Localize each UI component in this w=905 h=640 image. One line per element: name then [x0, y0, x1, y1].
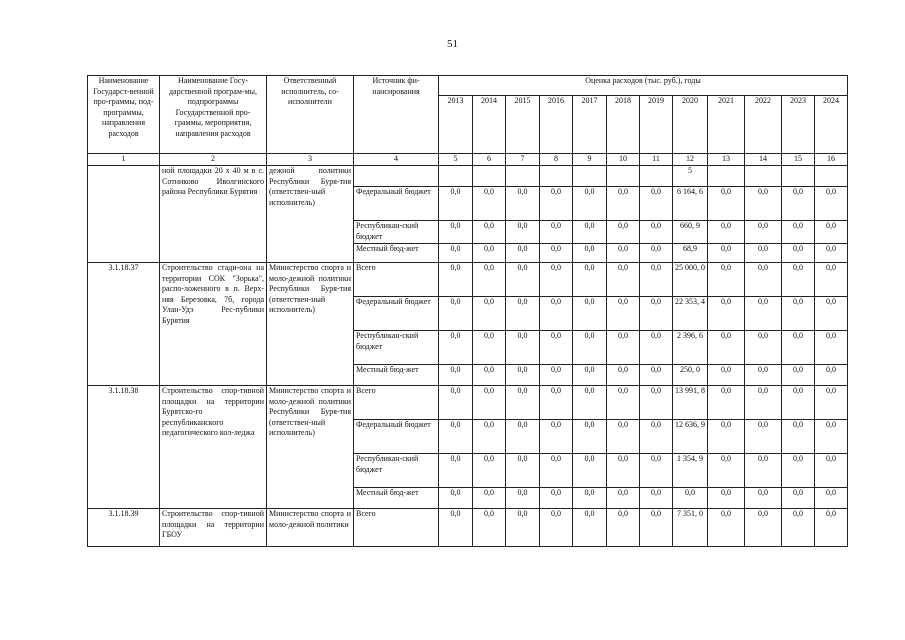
- expense-value-2019: 0,0: [640, 365, 673, 386]
- header-activity: Наименование Госу-дарственной програм-мы, подпрограммы Государственной про-граммы, мероприятия, направления расходов: [160, 76, 267, 154]
- expense-value-2021: 0,0: [708, 365, 745, 386]
- expenditure-table: [87, 75, 848, 547]
- expense-value-2016: 0,0: [540, 386, 573, 420]
- header-program: Наименование Государст-венной про-граммы, под-программы, направления расходов: [88, 76, 160, 154]
- expense-value-2020: 660, 9: [673, 221, 708, 244]
- expense-value-2023: 0,0: [782, 365, 815, 386]
- expense-value-2023: 0,0: [782, 386, 815, 420]
- expense-value-2022: 0,0: [745, 263, 782, 297]
- funding-source: Местный бюд-жет: [354, 365, 439, 386]
- column-number: 11: [640, 154, 673, 166]
- expense-value-2018: 0,0: [607, 331, 640, 365]
- expense-value-2024: [815, 166, 848, 187]
- activity-code: 3.1.18.38: [88, 386, 160, 509]
- expense-value-2021: 0,0: [708, 187, 745, 221]
- responsible-executor: Министерство спорта и моло-дежной политики: [267, 509, 354, 547]
- header-estimate: Оценка расходов (тыс. руб.), годы: [439, 76, 848, 96]
- expense-value-2013: 0,0: [439, 187, 473, 221]
- activity-code: [88, 166, 160, 263]
- expense-value-2022: 0,0: [745, 297, 782, 331]
- expense-value-2016: 0,0: [540, 244, 573, 263]
- expense-value-2024: 0,0: [815, 420, 848, 454]
- expense-value-2019: 0,0: [640, 454, 673, 488]
- table-row: [88, 263, 848, 297]
- expense-value-2021: 0,0: [708, 331, 745, 365]
- expense-value-2017: 0,0: [573, 454, 607, 488]
- responsible-executor: Министерство спорта и моло-дежной политики Республики Буря-тия (ответствен-ный исполнитель): [267, 263, 354, 386]
- column-number: 6: [473, 154, 506, 166]
- expense-value-2020: 25 000, 0: [673, 263, 708, 297]
- expense-value-2017: 0,0: [573, 331, 607, 365]
- column-number: 2: [160, 154, 267, 166]
- expense-value-2020: 7 351, 0: [673, 509, 708, 547]
- expense-value-2015: 0,0: [506, 297, 540, 331]
- expense-value-2017: 0,0: [573, 187, 607, 221]
- expense-value-2018: 0,0: [607, 386, 640, 420]
- expense-value-2020: 22 353, 4: [673, 297, 708, 331]
- expense-value-2020: 68,9: [673, 244, 708, 263]
- expense-value-2013: 0,0: [439, 221, 473, 244]
- funding-source: Республикан-ский бюджет: [354, 331, 439, 365]
- expense-value-2016: 0,0: [540, 263, 573, 297]
- expense-value-2022: 0,0: [745, 454, 782, 488]
- expense-value-2013: 0,0: [439, 263, 473, 297]
- expense-value-2023: 0,0: [782, 454, 815, 488]
- expense-value-2019: 0,0: [640, 297, 673, 331]
- expense-value-2023: 0,0: [782, 297, 815, 331]
- expense-value-2014: 0,0: [473, 420, 506, 454]
- expense-value-2014: 0,0: [473, 187, 506, 221]
- expense-value-2018: 0,0: [607, 454, 640, 488]
- expense-value-2013: 0,0: [439, 454, 473, 488]
- expense-value-2018: 0,0: [607, 365, 640, 386]
- header-executor: Ответственный исполнитель, со-исполнители: [267, 76, 354, 154]
- expense-value-2013: 0,0: [439, 297, 473, 331]
- expense-value-2019: 0,0: [640, 331, 673, 365]
- expense-value-2013: 0,0: [439, 331, 473, 365]
- table-row: [88, 166, 848, 187]
- column-number: 16: [815, 154, 848, 166]
- funding-source: Федеральный бюджет: [354, 297, 439, 331]
- funding-source: [354, 166, 439, 187]
- expense-value-2021: 0,0: [708, 263, 745, 297]
- activity-name: Строительство спор-тивной площадки на территории ГБОУ: [160, 509, 267, 547]
- expense-value-2022: 0,0: [745, 365, 782, 386]
- expense-value-2016: 0,0: [540, 365, 573, 386]
- expense-value-2019: 0,0: [640, 244, 673, 263]
- expense-value-2019: 0,0: [640, 187, 673, 221]
- column-number: 1: [88, 154, 160, 166]
- expense-value-2013: 0,0: [439, 386, 473, 420]
- expense-value-2014: 0,0: [473, 454, 506, 488]
- expense-value-2023: 0,0: [782, 263, 815, 297]
- expense-value-2017: 0,0: [573, 244, 607, 263]
- header-year-2019: 2019: [640, 96, 673, 154]
- expense-value-2017: 0,0: [573, 488, 607, 509]
- expense-value-2022: 0,0: [745, 331, 782, 365]
- funding-source: Республикан-ский бюджет: [354, 221, 439, 244]
- expense-value-2020: 0,0: [673, 488, 708, 509]
- expense-value-2018: 0,0: [607, 509, 640, 547]
- expense-value-2022: 0,0: [745, 244, 782, 263]
- expense-value-2014: 0,0: [473, 221, 506, 244]
- column-number: 15: [782, 154, 815, 166]
- expense-value-2017: [573, 166, 607, 187]
- column-number: 13: [708, 154, 745, 166]
- expense-value-2015: 0,0: [506, 454, 540, 488]
- expense-value-2018: 0,0: [607, 221, 640, 244]
- expense-value-2019: 0,0: [640, 488, 673, 509]
- header-year-2016: 2016: [540, 96, 573, 154]
- header-year-2017: 2017: [573, 96, 607, 154]
- expense-value-2021: 0,0: [708, 221, 745, 244]
- column-number: 5: [439, 154, 473, 166]
- expense-value-2017: 0,0: [573, 221, 607, 244]
- expense-value-2013: 0,0: [439, 420, 473, 454]
- expense-value-2015: 0,0: [506, 187, 540, 221]
- expense-value-2016: 0,0: [540, 488, 573, 509]
- expense-value-2017: 0,0: [573, 297, 607, 331]
- expense-value-2016: 0,0: [540, 221, 573, 244]
- expense-value-2020: 1 354, 9: [673, 454, 708, 488]
- funding-source: Местный бюд-жет: [354, 488, 439, 509]
- expense-value-2015: 0,0: [506, 263, 540, 297]
- expense-value-2020: 12 636, 9: [673, 420, 708, 454]
- column-number: 9: [573, 154, 607, 166]
- header-year-2015: 2015: [506, 96, 540, 154]
- column-number: 12: [673, 154, 708, 166]
- expense-value-2020: 13 991, 8: [673, 386, 708, 420]
- header-year-2013: 2013: [439, 96, 473, 154]
- expense-value-2020: 250, 0: [673, 365, 708, 386]
- expense-value-2019: 0,0: [640, 420, 673, 454]
- expense-value-2021: 0,0: [708, 297, 745, 331]
- expense-value-2018: 0,0: [607, 263, 640, 297]
- expense-value-2014: [473, 166, 506, 187]
- expense-value-2016: 0,0: [540, 331, 573, 365]
- expense-value-2013: [439, 166, 473, 187]
- expense-value-2020: 5: [673, 166, 708, 187]
- expense-value-2018: 0,0: [607, 420, 640, 454]
- expense-value-2016: 0,0: [540, 297, 573, 331]
- expense-value-2015: 0,0: [506, 221, 540, 244]
- expense-value-2015: 0,0: [506, 244, 540, 263]
- expense-value-2018: 0,0: [607, 488, 640, 509]
- header-year-2022: 2022: [745, 96, 782, 154]
- funding-source: Всего: [354, 386, 439, 420]
- expense-value-2019: [640, 166, 673, 187]
- expense-value-2015: 0,0: [506, 420, 540, 454]
- expense-value-2014: 0,0: [473, 297, 506, 331]
- column-number: 3: [267, 154, 354, 166]
- column-number: 14: [745, 154, 782, 166]
- expense-value-2014: 0,0: [473, 331, 506, 365]
- header-year-2018: 2018: [607, 96, 640, 154]
- expense-value-2022: [745, 166, 782, 187]
- activity-name: Строительство стади-она на территории СОК "Зорька", распо-ложенного в п. Верх-няя Березовка, 7б, города Улан-Удэ Рес-публики Бурятия: [160, 263, 267, 386]
- expense-value-2023: 0,0: [782, 488, 815, 509]
- expense-value-2016: 0,0: [540, 187, 573, 221]
- responsible-executor: дежной политики Республики Буря-тия (ответствен-ный исполнитель): [267, 166, 354, 263]
- responsible-executor: Министерство спорта и моло-дежной политики Республики Буря-тия (ответствен-ный исполнитель): [267, 386, 354, 509]
- expense-value-2015: 0,0: [506, 331, 540, 365]
- expense-value-2016: 0,0: [540, 509, 573, 547]
- header-year-2020: 2020: [673, 96, 708, 154]
- expense-value-2015: [506, 166, 540, 187]
- expense-value-2021: 0,0: [708, 488, 745, 509]
- expense-value-2023: 0,0: [782, 509, 815, 547]
- expense-value-2024: 0,0: [815, 365, 848, 386]
- expense-value-2015: 0,0: [506, 386, 540, 420]
- funding-source: Федеральный бюджет: [354, 187, 439, 221]
- expense-value-2015: 0,0: [506, 488, 540, 509]
- expense-value-2024: 0,0: [815, 509, 848, 547]
- activity-name: ной площадки 20 х 40 м в с. Сотниково Иволгинского района Республики Бурятия: [160, 166, 267, 263]
- expense-value-2024: 0,0: [815, 386, 848, 420]
- expense-value-2018: 0,0: [607, 187, 640, 221]
- expense-value-2019: 0,0: [640, 509, 673, 547]
- expense-value-2024: 0,0: [815, 187, 848, 221]
- header-year-2023: 2023: [782, 96, 815, 154]
- expense-value-2024: 0,0: [815, 454, 848, 488]
- expense-value-2021: 0,0: [708, 509, 745, 547]
- expense-value-2017: 0,0: [573, 509, 607, 547]
- expense-value-2016: [540, 166, 573, 187]
- expense-value-2014: 0,0: [473, 365, 506, 386]
- expense-value-2017: 0,0: [573, 263, 607, 297]
- funding-source: Всего: [354, 509, 439, 547]
- column-number: 4: [354, 154, 439, 166]
- expense-value-2023: [782, 166, 815, 187]
- expense-value-2014: 0,0: [473, 509, 506, 547]
- column-number: 10: [607, 154, 640, 166]
- expense-value-2021: 0,0: [708, 386, 745, 420]
- expense-value-2020: 6 164, 6: [673, 187, 708, 221]
- expense-value-2017: 0,0: [573, 420, 607, 454]
- header-year-2014: 2014: [473, 96, 506, 154]
- expense-value-2023: 0,0: [782, 187, 815, 221]
- expense-value-2022: 0,0: [745, 420, 782, 454]
- expense-value-2019: 0,0: [640, 386, 673, 420]
- expense-value-2022: 0,0: [745, 221, 782, 244]
- expense-value-2023: 0,0: [782, 420, 815, 454]
- expense-value-2013: 0,0: [439, 509, 473, 547]
- expense-value-2013: 0,0: [439, 488, 473, 509]
- expense-value-2013: 0,0: [439, 244, 473, 263]
- expense-value-2020: 2 396, 6: [673, 331, 708, 365]
- expense-value-2018: 0,0: [607, 244, 640, 263]
- activity-code: 3.1.18.39: [88, 509, 160, 547]
- funding-source: Всего: [354, 263, 439, 297]
- expense-value-2023: 0,0: [782, 221, 815, 244]
- expense-value-2024: 0,0: [815, 488, 848, 509]
- expense-value-2021: 0,0: [708, 454, 745, 488]
- expense-value-2014: 0,0: [473, 386, 506, 420]
- funding-source: Федеральный бюджет: [354, 420, 439, 454]
- expense-value-2015: 0,0: [506, 365, 540, 386]
- table-row: [88, 386, 848, 420]
- funding-source: Местный бюд-жет: [354, 244, 439, 263]
- expense-value-2023: 0,0: [782, 244, 815, 263]
- expense-value-2024: 0,0: [815, 263, 848, 297]
- expense-value-2023: 0,0: [782, 331, 815, 365]
- expense-value-2015: 0,0: [506, 509, 540, 547]
- column-number: 8: [540, 154, 573, 166]
- expense-value-2024: 0,0: [815, 244, 848, 263]
- expense-value-2022: 0,0: [745, 386, 782, 420]
- table-row: [88, 509, 848, 547]
- expense-value-2018: 0,0: [607, 297, 640, 331]
- header-year-2024: 2024: [815, 96, 848, 154]
- expense-value-2021: 0,0: [708, 244, 745, 263]
- expense-value-2021: 0,0: [708, 420, 745, 454]
- expense-value-2022: 0,0: [745, 187, 782, 221]
- expense-value-2024: 0,0: [815, 331, 848, 365]
- expense-value-2021: [708, 166, 745, 187]
- expense-value-2022: 0,0: [745, 509, 782, 547]
- activity-name: Строительство спор-тивной площадки на территории Бурятско-го республиканского педагогического кол-леджа: [160, 386, 267, 509]
- expense-value-2016: 0,0: [540, 454, 573, 488]
- expense-value-2024: 0,0: [815, 221, 848, 244]
- expense-value-2019: 0,0: [640, 263, 673, 297]
- activity-code: 3.1.18.37: [88, 263, 160, 386]
- column-number: 7: [506, 154, 540, 166]
- header-year-2021: 2021: [708, 96, 745, 154]
- expense-value-2014: 0,0: [473, 244, 506, 263]
- funding-source: Республикан-ский бюджет: [354, 454, 439, 488]
- expense-value-2013: 0,0: [439, 365, 473, 386]
- expense-value-2016: 0,0: [540, 420, 573, 454]
- expense-value-2019: 0,0: [640, 221, 673, 244]
- header-source: Источник фи-нансирования: [354, 76, 439, 154]
- expense-value-2017: 0,0: [573, 386, 607, 420]
- expense-value-2014: 0,0: [473, 488, 506, 509]
- expense-value-2022: 0,0: [745, 488, 782, 509]
- expense-value-2018: [607, 166, 640, 187]
- expense-value-2014: 0,0: [473, 263, 506, 297]
- page-number: 51: [447, 38, 458, 50]
- expense-value-2017: 0,0: [573, 365, 607, 386]
- expense-value-2024: 0,0: [815, 297, 848, 331]
